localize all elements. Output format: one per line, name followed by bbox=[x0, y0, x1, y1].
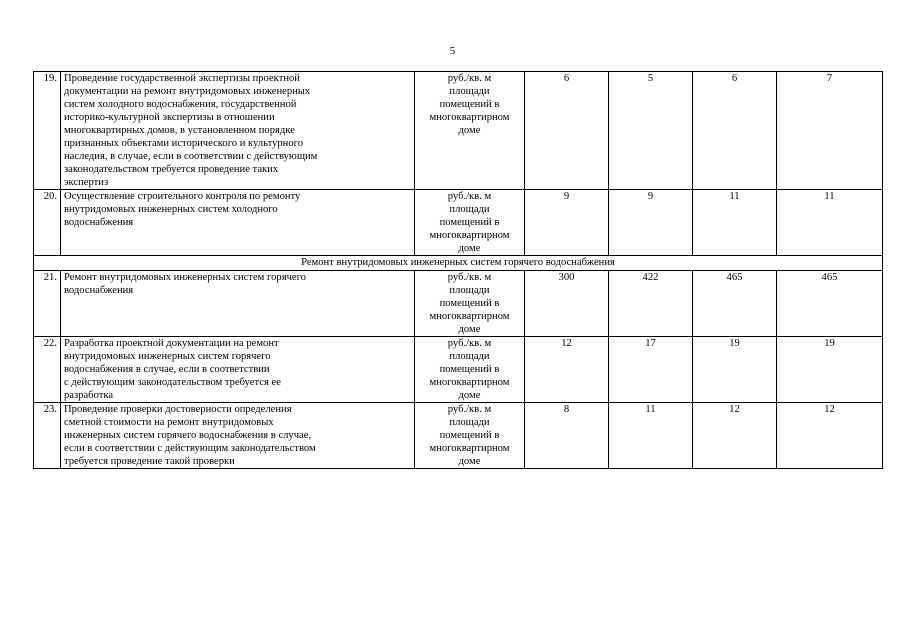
description-line: систем холодного водоснабжения, государственной bbox=[64, 99, 297, 110]
unit-line: помещений в bbox=[439, 217, 500, 228]
unit-line: доме bbox=[458, 456, 481, 467]
unit-of-measure bbox=[415, 271, 525, 337]
table-body-hot-water bbox=[34, 271, 883, 469]
description-line: требуется проведение такой проверки bbox=[64, 456, 235, 467]
value-cell: 11 bbox=[777, 190, 883, 256]
unit-line: площади bbox=[449, 86, 490, 97]
unit-line: площади bbox=[449, 285, 490, 296]
row-number: 19. bbox=[34, 72, 61, 190]
unit-of-measure bbox=[415, 337, 525, 403]
value-cell: 12 bbox=[525, 337, 609, 403]
unit-line: руб./кв. м bbox=[447, 73, 492, 84]
description-line: законодательством требуется проведение таких bbox=[64, 164, 279, 175]
description-line: водоснабжения bbox=[64, 217, 134, 228]
unit-line: помещений в bbox=[439, 364, 500, 375]
description-line: многоквартирных домов, в установленном порядке bbox=[64, 125, 295, 136]
unit-line: помещений в bbox=[439, 430, 500, 441]
description-line: разработка bbox=[64, 390, 114, 401]
unit-line: многоквартирном bbox=[429, 112, 510, 123]
table-row bbox=[34, 190, 883, 256]
unit-line: руб./кв. м bbox=[447, 338, 492, 349]
table-row bbox=[34, 72, 883, 190]
description-line: наследия, в случае, если в соответствии с действующим bbox=[64, 151, 318, 162]
table-row bbox=[34, 337, 883, 403]
description-line: водоснабжения в случае, если в соответствии bbox=[64, 364, 270, 375]
work-description bbox=[61, 72, 415, 190]
section-hot-water bbox=[34, 256, 883, 271]
value-cell: 7 bbox=[777, 72, 883, 190]
value-cell: 6 bbox=[525, 72, 609, 190]
row-number: 20. bbox=[34, 190, 61, 256]
value-cell: 11 bbox=[609, 403, 693, 469]
description-line: документации на ремонт внутридомовых инженерных bbox=[64, 86, 311, 97]
unit-line: доме bbox=[458, 125, 481, 136]
unit-line: площади bbox=[449, 417, 490, 428]
unit-of-measure bbox=[415, 403, 525, 469]
value-cell: 12 bbox=[777, 403, 883, 469]
unit-line: площади bbox=[449, 204, 490, 215]
row-number: 23. bbox=[34, 403, 61, 469]
table-body-cold-water bbox=[34, 72, 883, 256]
description-line: сметной стоимости на ремонт внутридомовых bbox=[64, 417, 274, 428]
work-description bbox=[61, 271, 415, 337]
value-cell: 465 bbox=[693, 271, 777, 337]
description-line: внутридомовых инженерных систем горячего bbox=[64, 351, 271, 362]
value-cell: 9 bbox=[609, 190, 693, 256]
unit-line: площади bbox=[449, 351, 490, 362]
value-cell: 9 bbox=[525, 190, 609, 256]
unit-line: многоквартирном bbox=[429, 443, 510, 454]
value-cell: 19 bbox=[693, 337, 777, 403]
description-line: инженерных систем горячего водоснабжения в случае, bbox=[64, 430, 312, 441]
description-line: внутридомовых инженерных систем холодного bbox=[64, 204, 278, 215]
unit-line: доме bbox=[458, 324, 481, 335]
unit-line: руб./кв. м bbox=[447, 404, 492, 415]
unit-line: руб./кв. м bbox=[447, 272, 492, 283]
unit-of-measure bbox=[415, 72, 525, 190]
value-cell: 17 bbox=[609, 337, 693, 403]
unit-of-measure bbox=[415, 190, 525, 256]
value-cell: 11 bbox=[693, 190, 777, 256]
description-line: Ремонт внутридомовых инженерных систем горячего bbox=[64, 272, 306, 283]
unit-line: многоквартирном bbox=[429, 377, 510, 388]
row-number: 21. bbox=[34, 271, 61, 337]
description-line: водоснабжения bbox=[64, 285, 134, 296]
unit-line: доме bbox=[458, 243, 481, 254]
unit-line: многоквартирном bbox=[429, 311, 510, 322]
row-number: 22. bbox=[34, 337, 61, 403]
description-line: историко-культурной экспертизы в отношении bbox=[64, 112, 275, 123]
unit-line: помещений в bbox=[439, 99, 500, 110]
description-line: Проведение государственной экспертизы проектной bbox=[64, 73, 300, 84]
rates-table bbox=[33, 71, 883, 469]
page-number: 5 bbox=[449, 45, 456, 57]
unit-line: помещений в bbox=[439, 298, 500, 309]
unit-line: руб./кв. м bbox=[447, 191, 492, 202]
value-cell: 19 bbox=[777, 337, 883, 403]
description-line: если в соответствии с действующим законодательством bbox=[64, 443, 316, 454]
work-description bbox=[61, 337, 415, 403]
value-cell: 6 bbox=[693, 72, 777, 190]
value-cell: 5 bbox=[609, 72, 693, 190]
table-row bbox=[34, 403, 883, 469]
value-cell: 422 bbox=[609, 271, 693, 337]
value-cell: 465 bbox=[777, 271, 883, 337]
work-description bbox=[61, 403, 415, 469]
value-cell: 8 bbox=[525, 403, 609, 469]
section-row bbox=[34, 256, 883, 271]
description-line: признанных объектами исторического и культурного bbox=[64, 138, 304, 149]
description-line: экспертиз bbox=[64, 177, 109, 188]
table-row bbox=[34, 271, 883, 337]
unit-line: многоквартирном bbox=[429, 230, 510, 241]
description-line: с действующим законодательством требуется ее bbox=[64, 377, 281, 388]
value-cell: 300 bbox=[525, 271, 609, 337]
unit-line: доме bbox=[458, 390, 481, 401]
description-line: Разработка проектной документации на ремонт bbox=[64, 338, 279, 349]
work-description bbox=[61, 190, 415, 256]
description-line: Осуществление строительного контроля по ремонту bbox=[64, 191, 301, 202]
section-title: Ремонт внутридомовых инженерных систем горячего водоснабжения bbox=[34, 256, 883, 271]
description-line: Проведение проверки достоверности определения bbox=[64, 404, 292, 415]
value-cell: 12 bbox=[693, 403, 777, 469]
